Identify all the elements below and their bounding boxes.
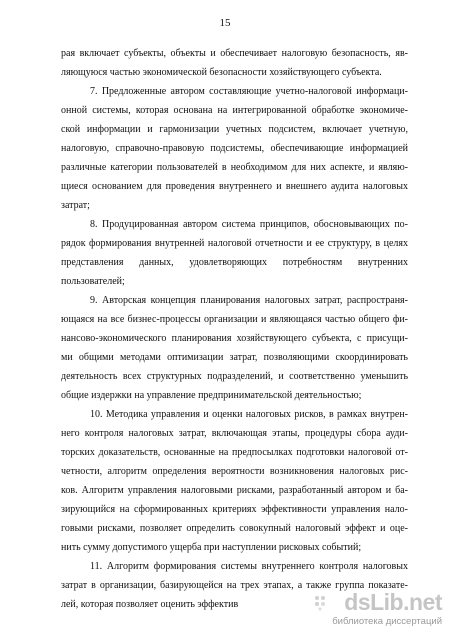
paragraph-item-8 <box>61 215 408 291</box>
text-line: нансово-экономического планирования хозяйствующего субъекта, с присущи- <box>61 333 408 344</box>
text-line: рядок формирования внутренней налоговой отчетности и ее структуру, в целях <box>61 238 408 249</box>
text-line: пользователей; <box>61 276 125 287</box>
text-line: нить сумму допустимого ущерба при наступлении рисковых событий; <box>61 542 362 553</box>
text-line: говыми рисками, позволяет определить совокупный налоговый эффект и оце- <box>61 523 408 534</box>
text-line: общие издержки на управление предпринимательской деятельностью; <box>61 390 362 401</box>
page-number: 15 <box>219 17 231 29</box>
text-line: щиеся основанием для проведения внутреннего и внешнего аудита налоговых <box>61 181 408 192</box>
text-line: четности, алгоритм определения вероятности возникновения налоговых рис- <box>61 466 408 477</box>
text-line: 10. Методика управления и оценки налоговых рисков, в рамках внутрен- <box>90 409 408 420</box>
text-line: 9. Авторская концепция планирования налоговых затрат, распространя- <box>90 295 408 306</box>
paragraph <box>61 44 408 82</box>
text-line: ляющуюся частью экономической безопасности хозяйствующего субъекта. <box>61 67 382 78</box>
watermark <box>320 589 442 631</box>
text-line: лей, которая позволяет оценить эффектив <box>61 599 239 610</box>
text-line: 8. Продуцированная автором система принципов, обосновывающих по- <box>90 219 408 230</box>
text-line: 11. Алгоритм формирования системы внутреннего контроля налоговых <box>90 561 408 572</box>
text-line: затрат в организации, базирующейся на трех этапах, а также группа показате- <box>61 580 408 591</box>
text-line: онной системы, которая основана на интегрированной обработке экономиче- <box>61 105 408 116</box>
paragraph-item-7 <box>61 82 408 215</box>
text-line: представления данных, удовлетворяющих потребностям внутренних <box>61 257 408 268</box>
text-line: затрат; <box>61 200 90 211</box>
text-line: 7. Предложенные автором составляющие учетно-налоговой информаци- <box>90 86 408 97</box>
text-line: торских доказательств, основанные на предпосылках подготовки налоговой от- <box>61 447 408 458</box>
text-line: ской информации и гармонизации учетных подсистем, включает учетную, <box>61 124 408 135</box>
paragraph-item-9 <box>61 291 408 405</box>
text-line: рая включает субъекты, объекты и обеспечивает налоговую безопасность, яв- <box>61 48 408 59</box>
logo-dots-icon <box>314 595 330 611</box>
text-line: налоговую, справочно-правовую подсистемы, обеспечивающие информацией <box>61 143 408 154</box>
paragraph-item-10 <box>61 405 408 557</box>
text-line: ков. Алгоритм управления налоговыми рисками, разработанный автором и ба- <box>61 485 408 496</box>
text-line: различные категории пользователей в необходимом для них аспекте, и являю- <box>61 162 408 173</box>
text-line: зирующийся на сформированных критериях эффективности управления нало- <box>61 504 408 515</box>
watermark-subtitle: библиотека диссертаций <box>332 616 442 627</box>
text-line: ми общими методами оптимизации затрат, позволяющими скоординировать <box>61 352 408 363</box>
text-line: деятельность всех структурных подразделений, и соответственно уменьшить <box>61 371 408 382</box>
text-line: него контроля налоговых затрат, включающая этапы, процедуры сбора ауди- <box>61 428 408 439</box>
watermark-logo: dsLib.net <box>344 589 442 615</box>
text-line: ющаяся на все бизнес-процессы организации и являющаяся частью общего фи- <box>61 314 408 325</box>
document-body <box>61 44 408 614</box>
